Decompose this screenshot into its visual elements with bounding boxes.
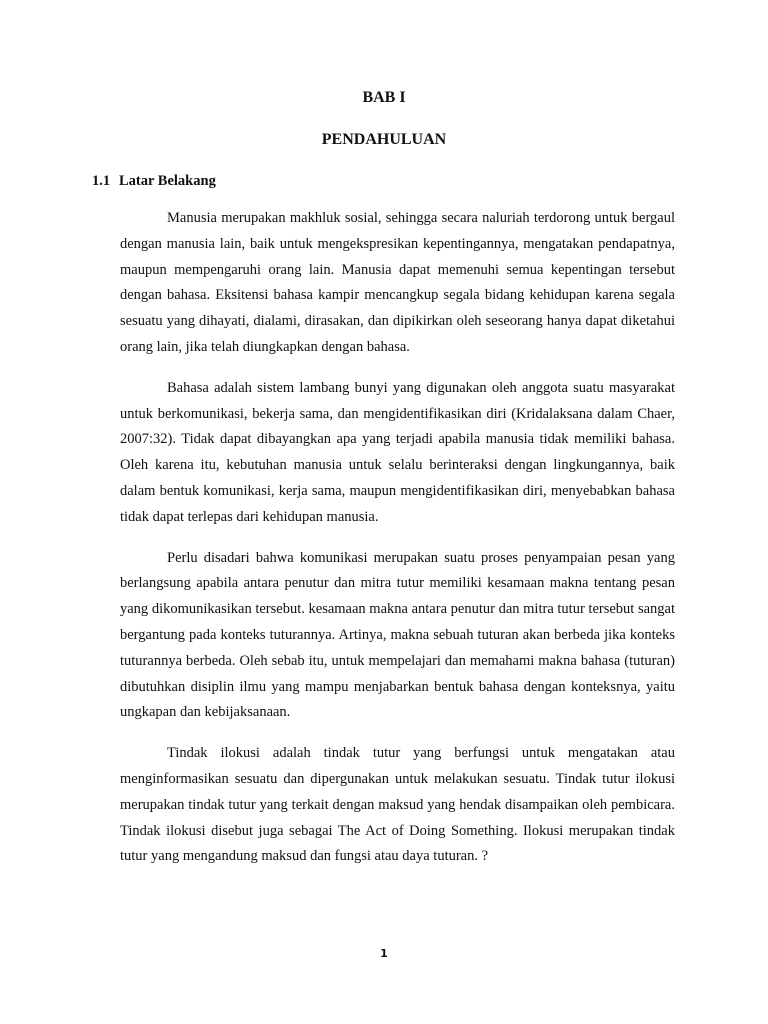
paragraph: Manusia merupakan makhluk sosial, sehingga secara naluriah terdorong untuk bergaul dengan manusia lain, baik untuk mengekspresikan kepentingannya, mengatakan pendapatnya, maupun mempengaruhi orang lain. Manusia dapat memenuhi semua kepentingan tersebut dengan bahasa. Eksitensi bahasa kampir mencangkup segala bidang kehidupan karena segala sesuatu yang dihayati, dialami, dirasakan, dan dipikirkan oleh seseorang hanya dapat diketahui orang lain, jika telah diungkapkan dengan bahasa. bbox=[120, 210, 675, 355]
section-heading bbox=[92, 171, 216, 191]
paragraph: Tindak ilokusi adalah tindak tutur yang berfungsi untuk mengatakan atau menginformasikan sesuatu dan dipergunakan untuk melakukan sesuatu. Tindak tutur ilokusi merupakan tindak tutur yang terkait dengan maksud yang hendak disampaikan oleh pembicara. Tindak ilokusi disebut juga sebagai The Act of Doing Something. Ilokusi merupakan tindak tutur yang mengandung maksud dan fungsi atau daya tuturan. ? bbox=[120, 745, 675, 865]
page-number: 1 bbox=[380, 947, 388, 960]
chapter-label: BAB I bbox=[362, 89, 406, 106]
paragraph: Bahasa adalah sistem lambang bunyi yang digunakan oleh anggota suatu masyarakat untuk berkomunikasi, bekerja sama, dan mengidentifikasikan diri (Kridalaksana dalam Chaer, 2007:32). Tidak dapat dibayangkan apa yang terjadi apabila manusia tidak memiliki bahasa. Oleh karena itu, kebutuhan manusia untuk selalu berinteraksi dengan lingkungannya, baik dalam bentuk komunikasi, kerja sama, maupun mengidentifikasikan diri, menyebabkan bahasa tidak dapat terlepas dari kehidupan manusia. bbox=[120, 379, 675, 525]
body-text bbox=[120, 206, 675, 870]
paragraph: Perlu disadari bahwa komunikasi merupakan suatu proses penyampaian pesan yang berlangsung apabila antara penutur dan mitra tutur memiliki kesamaan makna tentang pesan yang dikomunikasikan tersebut. kesamaan makna antara penutur dan mitra tutur tersebut sangat bergantung pada konteks tuturannya. Artinya, makna sebuah tuturan akan berbeda jika konteks tuturannya berbeda. Oleh sebab itu, untuk mempelajari dan memahami makna bahasa (tuturan) dibutuhkan disiplin ilmu yang mampu menjabarkan bentuk bahasa dengan konteksnya, yaitu ungkapan dan kebijaksanaan. bbox=[120, 549, 675, 721]
section-title: Latar Belakang bbox=[119, 173, 216, 189]
chapter-title: PENDAHULUAN bbox=[321, 131, 447, 148]
section-number: 1.1 bbox=[92, 173, 111, 189]
